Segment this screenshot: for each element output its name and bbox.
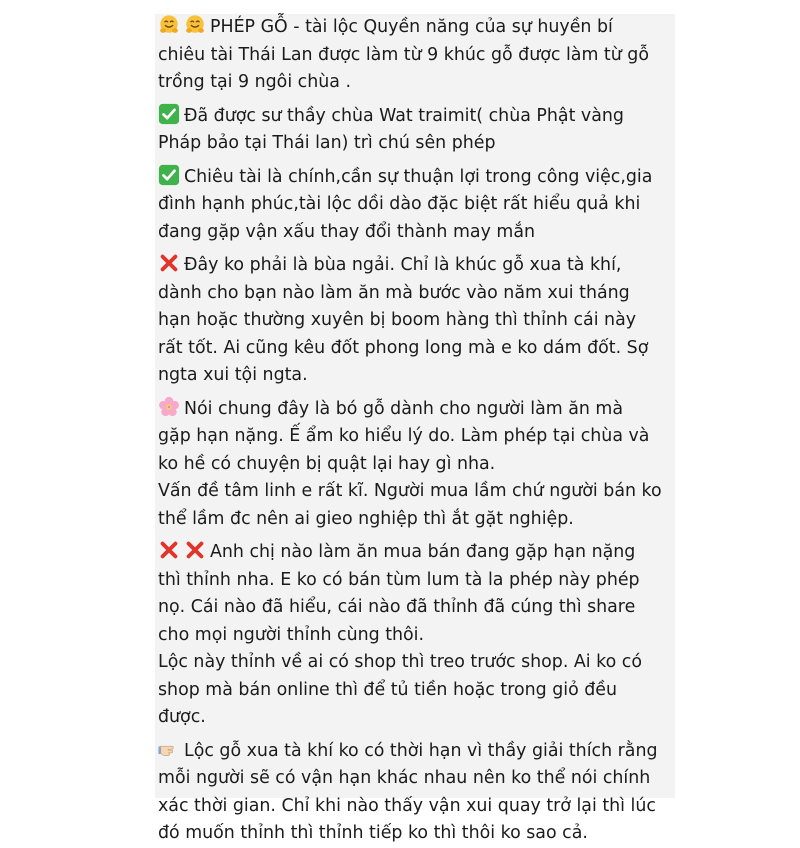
post-line-text: được. xyxy=(158,707,206,727)
post-line xyxy=(158,539,675,567)
post-line-text: đình hạnh phúc,tài lộc dồi dào đặc biệt rất hiểu quả khi xyxy=(158,194,641,214)
post-line xyxy=(158,252,675,280)
post-line-text: đó muốn thỉnh thì thỉnh tiếp ko thì thôi ko sao cả. xyxy=(158,823,588,843)
post-line xyxy=(158,280,675,308)
post-line-text: dành cho bạn nào làm ăn mà bước vào năm xui tháng xyxy=(158,282,630,303)
post-line-text: Vấn đề tâm linh e rất kĩ. Người mua lầm chứ người bán ko xyxy=(158,481,662,501)
post-paragraph xyxy=(158,14,675,97)
post-line-text: Nói chung đây là bó gỗ dành cho người làm ăn mà xyxy=(184,398,624,419)
post-line-text: Lộc này thỉnh về ai có shop thì treo trước shop. Ai ko có xyxy=(158,652,642,672)
post-line xyxy=(158,506,675,534)
post-line xyxy=(158,103,675,131)
post-paragraph xyxy=(158,103,675,158)
post-line xyxy=(158,191,675,219)
post-line-text: Pháp bảo tại Thái lan) trì chú sên phép xyxy=(158,133,496,153)
post-line xyxy=(158,594,675,622)
post-line xyxy=(158,738,675,766)
post-line-text: rất tốt. Ai cũng kêu đốt phong long mà e ko dám đốt. Sợ xyxy=(158,337,649,358)
post-line xyxy=(158,130,675,158)
post-body xyxy=(155,14,675,848)
post-paragraph xyxy=(158,539,675,732)
post-line-text: nọ. Cái nào đã hiểu, cái nào đã thỉnh đã cúng thì share xyxy=(158,597,636,617)
post-line xyxy=(158,820,675,848)
hugging-face-icon xyxy=(158,14,180,36)
check-mark-icon xyxy=(158,103,180,125)
post-line xyxy=(158,335,675,363)
post-line-text: thì thỉnh nha. E ko có bán tùm lum tà la phép này phép xyxy=(158,569,640,590)
cross-mark-icon xyxy=(184,539,206,561)
post-line xyxy=(158,765,675,793)
post-line-text: shop mà bán online thì để tủ tiền hoặc trong giỏ đều xyxy=(158,679,617,700)
post-line-text: Anh chị nào làm ăn mua bán đang gặp hạn nặng xyxy=(210,542,636,562)
post-line xyxy=(158,793,675,821)
post-line-text: cho mọi người thỉnh cùng thôi. xyxy=(158,624,425,645)
cross-mark-icon xyxy=(158,252,180,274)
hugging-face-icon xyxy=(184,14,206,36)
post-line-text: xác thời gian. Chỉ khi nào thấy vận xui quay trở lại thì lúc xyxy=(158,795,656,816)
cherry-blossom-icon xyxy=(158,396,180,418)
post-line xyxy=(158,164,675,192)
post-line-text: gặp hạn nặng. Ế ẩm ko hiểu lý do. Làm phép tại chùa và xyxy=(158,426,650,446)
post-line xyxy=(158,42,675,70)
post-line-text: ko hề có chuyện bị quật lại hay gì nha. xyxy=(158,453,496,474)
post-line xyxy=(158,478,675,506)
post-line xyxy=(158,423,675,451)
post-line xyxy=(158,219,675,247)
post-line xyxy=(158,677,675,705)
post-line xyxy=(158,567,675,595)
post-line xyxy=(158,451,675,479)
post-line xyxy=(158,14,675,42)
pointing-hand-icon xyxy=(158,738,180,760)
post-line-text: trồng tại 9 ngôi chùa . xyxy=(158,72,352,92)
post-line xyxy=(158,362,675,390)
post-paragraph xyxy=(158,252,675,390)
post-line xyxy=(158,704,675,732)
post-line-text: Đã được sư thầy chùa Wat traimit( chùa Phật vàng xyxy=(184,105,624,126)
post-paragraph xyxy=(158,396,675,534)
check-mark-icon xyxy=(158,164,180,186)
post-line xyxy=(158,649,675,677)
post-card xyxy=(155,14,675,843)
post-line-text: thể lầm đc nên ai gieo nghiệp thì ắt gặt nghiệp. xyxy=(158,508,574,529)
post-line-text: ngta xui tội ngta. xyxy=(158,365,308,385)
post-line xyxy=(158,69,675,97)
post-line-text: Lộc gỗ xua tà khí ko có thời hạn vì thầy giải thích rằng xyxy=(184,740,658,761)
post-line-text: mỗi người sẽ có vận hạn khác nhau nên ko thể nói chính xyxy=(158,768,651,788)
post-line-text: PHÉP GỖ - tài lộc Quyền năng của sự huyền bí xyxy=(210,17,613,37)
post-line xyxy=(158,622,675,650)
post-paragraph xyxy=(158,164,675,247)
post-line-text: đang gặp vận xấu thay đổi thành may mắn xyxy=(158,221,536,242)
post-line xyxy=(158,396,675,424)
post-paragraph xyxy=(158,738,675,848)
cross-mark-icon xyxy=(158,539,180,561)
post-line-text: Đây ko phải là bùa ngải. Chỉ là khúc gỗ xua tà khí, xyxy=(184,255,622,275)
post-line xyxy=(158,307,675,335)
post-line-text: Chiêu tài là chính,cần sự thuận lợi trong công việc,gia xyxy=(184,166,653,187)
post-line-text: hạn hoặc thường xuyên bị boom hàng thì thỉnh cái này xyxy=(158,310,637,330)
post-line-text: chiêu tài Thái Lan được làm từ 9 khúc gỗ được làm từ gỗ xyxy=(158,44,649,65)
